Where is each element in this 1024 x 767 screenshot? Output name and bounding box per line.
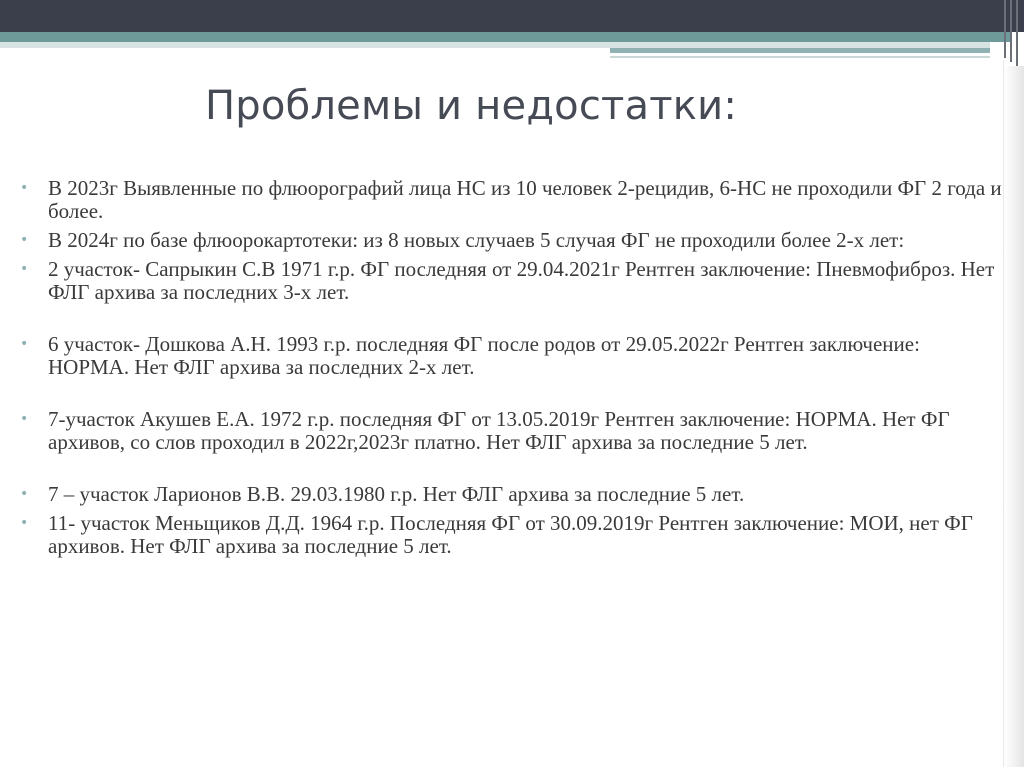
list-item [20,177,1005,223]
header-band-teal [0,32,1010,42]
bullet-icon: • [20,336,29,352]
bullet-list [20,177,1005,558]
list-item [20,408,1005,454]
list-item-text: 2 участок- Сапрыкин С.В 1971 г.р. ФГ последняя от 29.04.2021г Рентген заключение: Пневмофиброз. Нет ФЛГ архива за последних 3-х лет. [48,257,995,304]
page-edge-shadow [1004,66,1024,767]
list-item [20,483,1005,506]
list-item-text: 7 – участок Ларионов В.В. 29.03.1980 г.р. Нет ФЛГ архива за последние 5 лет. [48,482,745,506]
bullet-icon: • [20,411,29,427]
list-item [20,258,1005,304]
bullet-icon: • [20,515,29,531]
bullet-icon: • [20,180,29,196]
list-item [20,512,1005,558]
list-item [20,229,1005,252]
list-item [20,333,1005,379]
bullet-icon: • [20,486,29,502]
header-band-accent [610,48,990,53]
bullet-icon: • [20,232,29,248]
list-item-text: 11- участок Меньщиков Д.Д. 1964 г.р. Последняя ФГ от 30.09.2019г Рентген заключение: МОИ, нет ФГ архивов. Нет ФЛГ архива за последние 5 лет. [48,511,973,558]
bullet-icon: • [20,261,29,277]
header-band-dark [0,0,1024,32]
list-item-text: В 2023г Выявленные по флюорографий лица НС из 10 человек 2-рецидив, 6-НС не проходили ФГ 2 года и более. [48,176,1002,223]
list-item-text: 6 участок- Дошкова А.Н. 1993 г.р. последняя ФГ после родов от 29.05.2022г Рентген заключение: НОРМА. Нет ФЛГ архива за последних 2-х лет. [48,332,920,379]
list-item-text: В 2024г по базе флюорокартотеки: из 8 новых случаев 5 случая ФГ не проходили более 2-х лет: [48,228,905,252]
header-band-line [610,56,990,58]
list-item-text: 7-участок Акушев Е.А. 1972 г.р. последняя ФГ от 13.05.2019г Рентген заключение: НОРМА. Нет ФГ архивов, со слов проходил в 2022г,2023г платно. Нет ФЛГ архива за последние 5 лет. [48,407,950,454]
slide-title: Проблемы и недостатки: [205,82,737,129]
